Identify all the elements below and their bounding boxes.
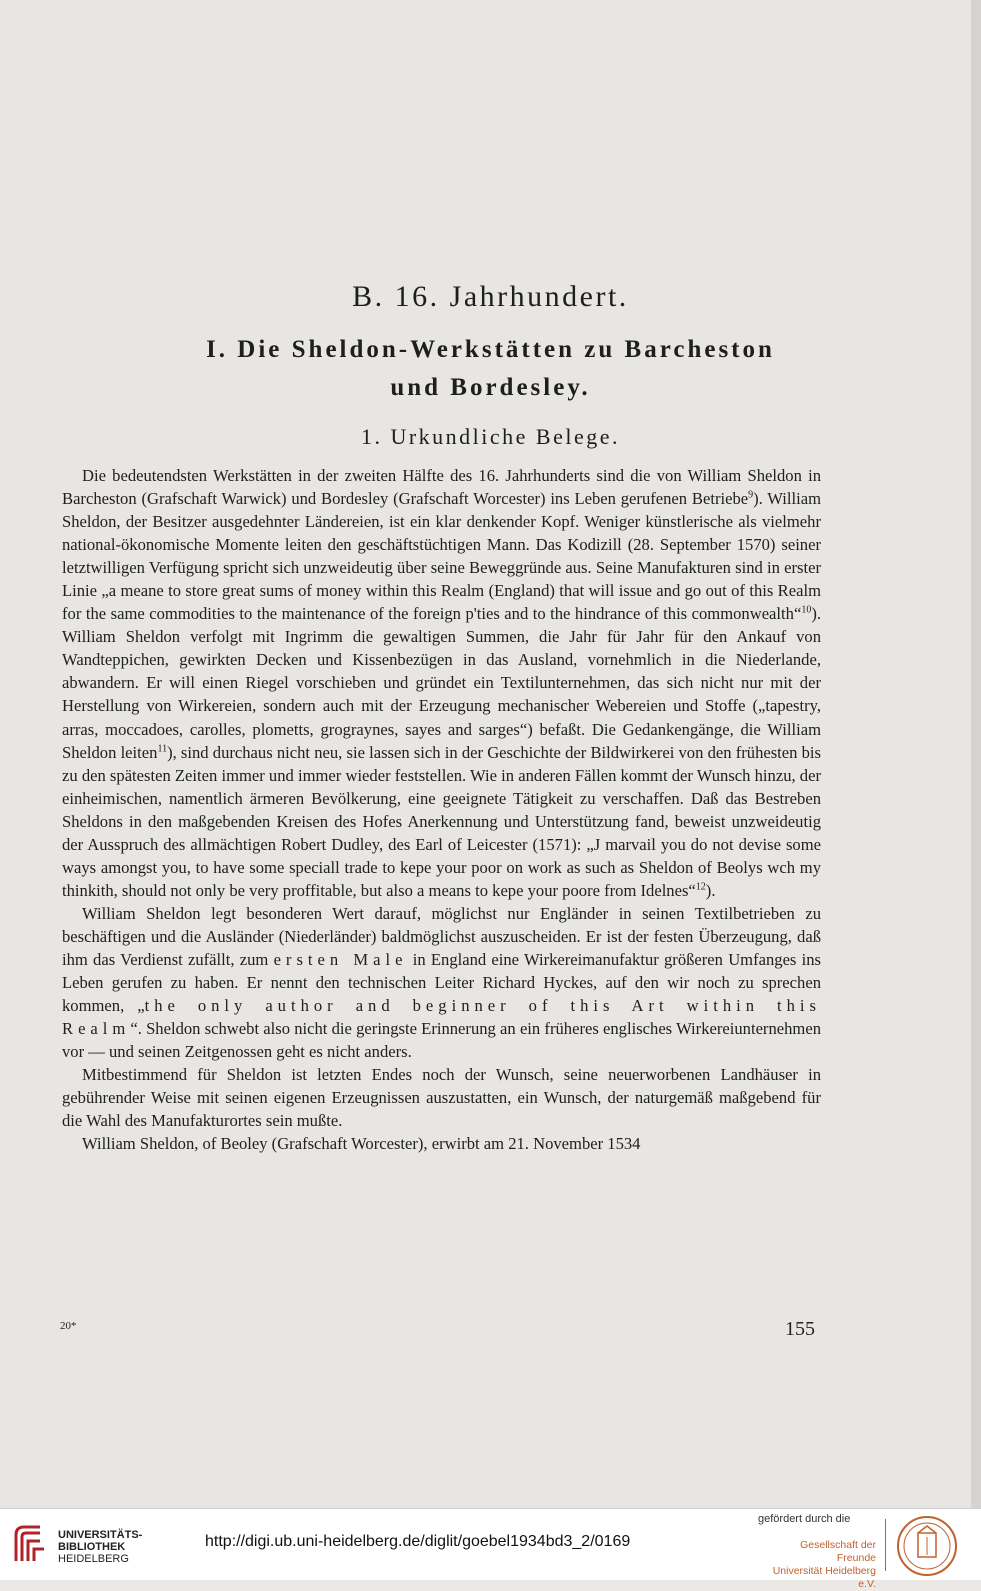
chapter-heading-line2: und Bordesley. — [390, 374, 591, 401]
footnote-ref: 12 — [695, 881, 706, 893]
society-line-1: Gesellschaft der Freunde — [800, 1539, 876, 1564]
library-line-2: BIBLIOTHEK — [58, 1541, 126, 1553]
paragraph-1-part-c: ). William Sheldon verfolgt mit Ingrimm die gewaltigen Summen, die Jahr für Jahr für den Ankauf von Wandteppichen, gewirkten Decken und Kissenbezügen in das Ausland, vornehmlich in die Niederlande, abwandern. Er will einen Riegel vorschieben und gründet ein Textilunternehmen, das sich nicht nur mit der Herstellung von Wirkereien, sondern auch mit der Erzeugung mechanischer Webereien und Stoffe („tapestry, arras, moccadoes, carolles, plometts, grograynes, sayes and sarges“) befaßt. Die Gedankengänge, die William Sheldon leiten — [62, 604, 821, 762]
spaced-emphasis: the only author and beginner of this Art within this Realm — [62, 996, 821, 1039]
subsection-heading: 1. Urkundliche Belege. — [360, 424, 621, 449]
body-text — [62, 464, 821, 1155]
paragraph-1-part-d: ), sind durchaus nicht neu, sie lassen sich in der Geschichte der Bildwirkerei von den frühesten bis zu den spätesten Zeiten immer und immer wieder feststellen. Wie in anderen Fällen kommt der Wunsch hinzu, der einheimischen, namentlich ärmeren Bevölkerung, eine geeignete Tätigkeit zu verschaffen. Daß das Bestreben Sheldons in den maßgebenden Kreisen des Hofes Anerkennung und Unterstützung fand, beweist unzweideutig der Ausspruch des allmächtigen Robert Dudley, des Earl of Leicester (1571): „J marvail you do not devise some ways amongst you, to have some speciall trade to kepe your poor on work as such as Sheldon of Beolys wch my thinkith, should not only be very proffitable, but also a means to kepe your poore from Idelnes“ — [62, 742, 821, 900]
library-line-1: UNIVERSITÄTS- — [58, 1529, 143, 1541]
paragraph-2 — [62, 902, 821, 1063]
footnote-ref: 11 — [157, 743, 168, 755]
paragraph-4: William Sheldon, of Beoley (Grafschaft Worcester), erwirbt am 21. November 1534 — [82, 1134, 641, 1154]
permalink-url[interactable]: http://digi.ub.uni-heidelberg.de/diglit/goebel1934bd3_2/0169 — [205, 1533, 631, 1550]
university-seal-icon[interactable] — [896, 1515, 958, 1577]
footer-bar — [0, 1508, 981, 1590]
paragraph-2-part-a: William Sheldon legt besonderen Wert darauf, möglichst nur Engländer in seinen Textilbetrieben zu beschäftigen und die Ausländer (Niederländer) baldmöglichst auszuscheiden. Er ist der festen Überzeugung, daß ihm das Verdienst zufällt, zum — [62, 903, 821, 969]
paragraph-2-part-b: in England eine Wirkereimanufaktur größeren Umfanges ins Leben gerufen zu haben. Er nennt den technischen Leiter Richard Hyckes, auf den wir noch zu sprechen kommen, „ — [62, 949, 821, 1016]
printer-signature: 20* — [60, 1320, 77, 1332]
paragraph-1-part-a: Die bedeutendsten Werkstätten in der zweiten Hälfte des 16. Jahrhunderts sind die von William Sheldon in Barcheston (Grafschaft Warwick) und Bordesley (Grafschaft Worcester) ins Leben gerufenen Betriebe — [62, 466, 821, 509]
paragraph-1-part-e: ). — [705, 880, 716, 900]
page-number: 155 — [785, 1318, 815, 1340]
chapter-heading-line1: I. Die Sheldon-Werkstätten zu Barcheston — [206, 336, 775, 363]
section-heading: B. 16. Jahrhundert. — [352, 280, 629, 313]
library-name[interactable] — [58, 1529, 142, 1565]
footnote-ref: 9 — [748, 489, 754, 501]
ub-heidelberg-logo-icon[interactable] — [10, 1521, 50, 1567]
paragraph-3: Mitbestimmend für Sheldon ist letzten Endes noch der Wunsch, seine neuerworbenen Landhäuser in gebührender Weise mit seinen eigenen Erzeugnissen auszustatten, ein Wunsch, der naturgemäß maßgebend für die Wahl des Manufakturortes sein mußte. — [62, 1065, 821, 1131]
paragraph-1 — [62, 464, 821, 902]
footnote-ref: 10 — [801, 604, 812, 616]
spaced-emphasis: ersten Male — [273, 949, 408, 969]
footer-divider — [885, 1519, 886, 1571]
library-line-3: HEIDELBERG — [58, 1553, 129, 1565]
society-name[interactable] — [760, 1539, 876, 1591]
paragraph-2-part-c: “. Sheldon schwebt also nicht die geringste Erinnerung an ein früheres englisches Wirkereiunternehmen vor — und seinen Zeitgenossen geht es nicht anders. — [62, 1019, 821, 1062]
funded-by-label: gefördert durch die — [758, 1513, 851, 1525]
society-line-2: Universität Heidelberg e.V. — [772, 1565, 876, 1590]
paragraph-1-part-b: ). William Sheldon, der Besitzer ausgedehnter Ländereien, ist ein klar denkender Kopf. Weniger künstlerische als vielmehr national-ökonomische Momente leiten den geschäftstüchtigen Mann. Das Kodizill (28. September 1570) seiner letztwilligen Verfügung spricht sich unzweideutig über seine Beweggründe aus. Seine Manufakturen sind in erster Linie „a meane to store great sums of money within this Realm (England) that will issue and go out of this Realm for the same commodities to the maintenance of the foreign p'ties and to the hindrance of this commonwealth“ — [62, 489, 821, 624]
